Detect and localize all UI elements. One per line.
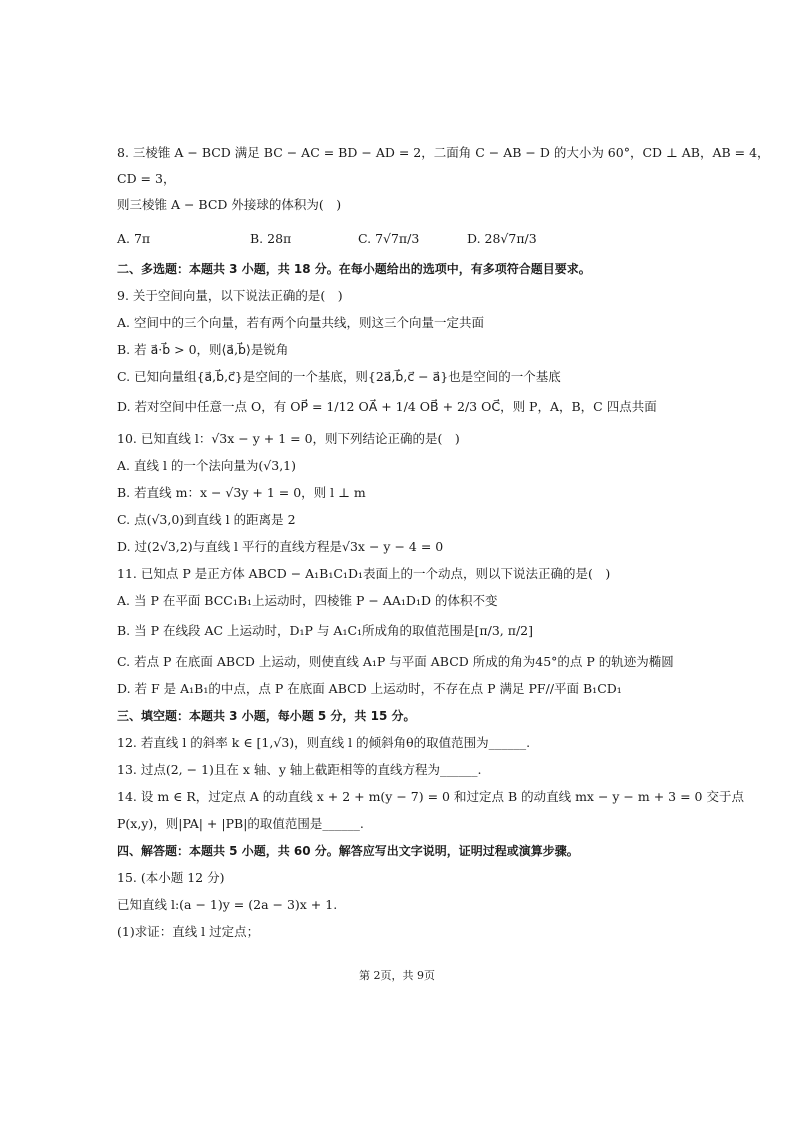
section-fill-in-heading: 三、填空题：本题共 3 小题，每小题 5 分，共 15 分。 bbox=[117, 709, 416, 723]
q9-option-d: D. 若对空间中任意一点 O，有 OP⃗ = 1/12 OA⃗ + 1/4 OB⃗ + 2/3 OC⃗，则 P，A，B，C 四点共面 bbox=[117, 399, 657, 414]
q8-option-c: C. 7√7π/3 bbox=[358, 231, 420, 246]
q11-option-b: B. 当 P 在线段 AC 上运动时，D₁P 与 A₁C₁所成角的取值范围是[π/3, π/2] bbox=[117, 623, 533, 638]
q8-line1: 8. 三棱锥 A − BCD 满足 BC − AC = BD − AD = 2，二面角 C − AB − D 的大小为 60°，CD ⊥ AB，AB = 4， bbox=[117, 145, 770, 160]
q11-option-d: D. 若 F 是 A₁B₁的中点，点 P 在底面 ABCD 上运动时，不存在点 P 满足 PF//平面 B₁CD₁ bbox=[117, 681, 622, 696]
q8-option-a: A. 7π bbox=[117, 231, 151, 246]
q12-text: 12. 若直线 l 的斜率 k ∈ [1,√3)，则直线 l 的倾斜角θ的取值范围为______. bbox=[117, 735, 531, 750]
q13-text: 13. 过点(2, − 1)且在 x 轴、y 轴上截距相等的直线方程为______. bbox=[117, 762, 482, 777]
q9-option-c: C. 已知向量组{a⃗,b⃗,c⃗}是空间的一个基底，则{2a⃗,b⃗,c⃗ − a⃗}也是空间的一个基底 bbox=[117, 369, 561, 384]
q15-part1: (1)求证：直线 l 过定点； bbox=[117, 924, 260, 939]
q15-title: 15. (本小题 12 分) bbox=[117, 870, 225, 885]
q9-option-a: A. 空间中的三个向量，若有两个向量共线，则这三个向量一定共面 bbox=[117, 315, 484, 330]
q8-option-d: D. 28√7π/3 bbox=[467, 231, 537, 246]
q8-line3: 则三棱锥 A − BCD 外接球的体积为( ) bbox=[117, 197, 342, 212]
q10-option-a: A. 直线 l 的一个法向量为(√3,1) bbox=[117, 458, 297, 473]
q11-option-c: C. 若点 P 在底面 ABCD 上运动，则使直线 A₁P 与平面 ABCD 所成的角为45°的点 P 的轨迹为椭圆 bbox=[117, 654, 674, 669]
q9-option-b: B. 若 a⃗·b⃗ > 0，则⟨a⃗,b⃗⟩是锐角 bbox=[117, 342, 289, 357]
section-solutions-heading: 四、解答题：本题共 5 小题，共 60 分。解答应写出文字说明，证明过程或演算步骤。 bbox=[117, 844, 579, 858]
q10-option-c: C. 点(√3,0)到直线 l 的距离是 2 bbox=[117, 512, 296, 527]
q9-stem: 9. 关于空间向量，以下说法正确的是( ) bbox=[117, 288, 343, 303]
q11-stem: 11. 已知点 P 是正方体 ABCD − A₁B₁C₁D₁表面上的一个动点，则以下说法正确的是( ) bbox=[117, 566, 611, 581]
q14-line2: P(x,y)，则|PA| + |PB|的取值范围是______. bbox=[117, 816, 364, 831]
q8-option-b: B. 28π bbox=[250, 231, 292, 246]
q8-line2: CD = 3， bbox=[117, 171, 176, 186]
q11-option-a: A. 当 P 在平面 BCC₁B₁上运动时，四棱锥 P − AA₁D₁D 的体积不变 bbox=[117, 593, 498, 608]
section-multi-choice-heading: 二、多选题：本题共 3 小题，共 18 分。在每小题给出的选项中，有多项符合题目要求。 bbox=[117, 262, 591, 276]
q15-given: 已知直线 l:(a − 1)y = (2a − 3)x + 1. bbox=[117, 897, 338, 912]
q14-line1: 14. 设 m ∈ R，过定点 A 的动直线 x + 2 + m(y − 7) = 0 和过定点 B 的动直线 mx − y − m + 3 = 0 交于点 bbox=[117, 789, 744, 804]
q10-stem: 10. 已知直线 l：√3x − y + 1 = 0，则下列结论正确的是( ) bbox=[117, 431, 460, 446]
q10-option-b: B. 若直线 m：x − √3y + 1 = 0，则 l ⊥ m bbox=[117, 485, 366, 500]
page-footer: 第 2页，共 9页 bbox=[359, 969, 435, 982]
q10-option-d: D. 过(2√3,2)与直线 l 平行的直线方程是√3x − y − 4 = 0 bbox=[117, 539, 444, 554]
